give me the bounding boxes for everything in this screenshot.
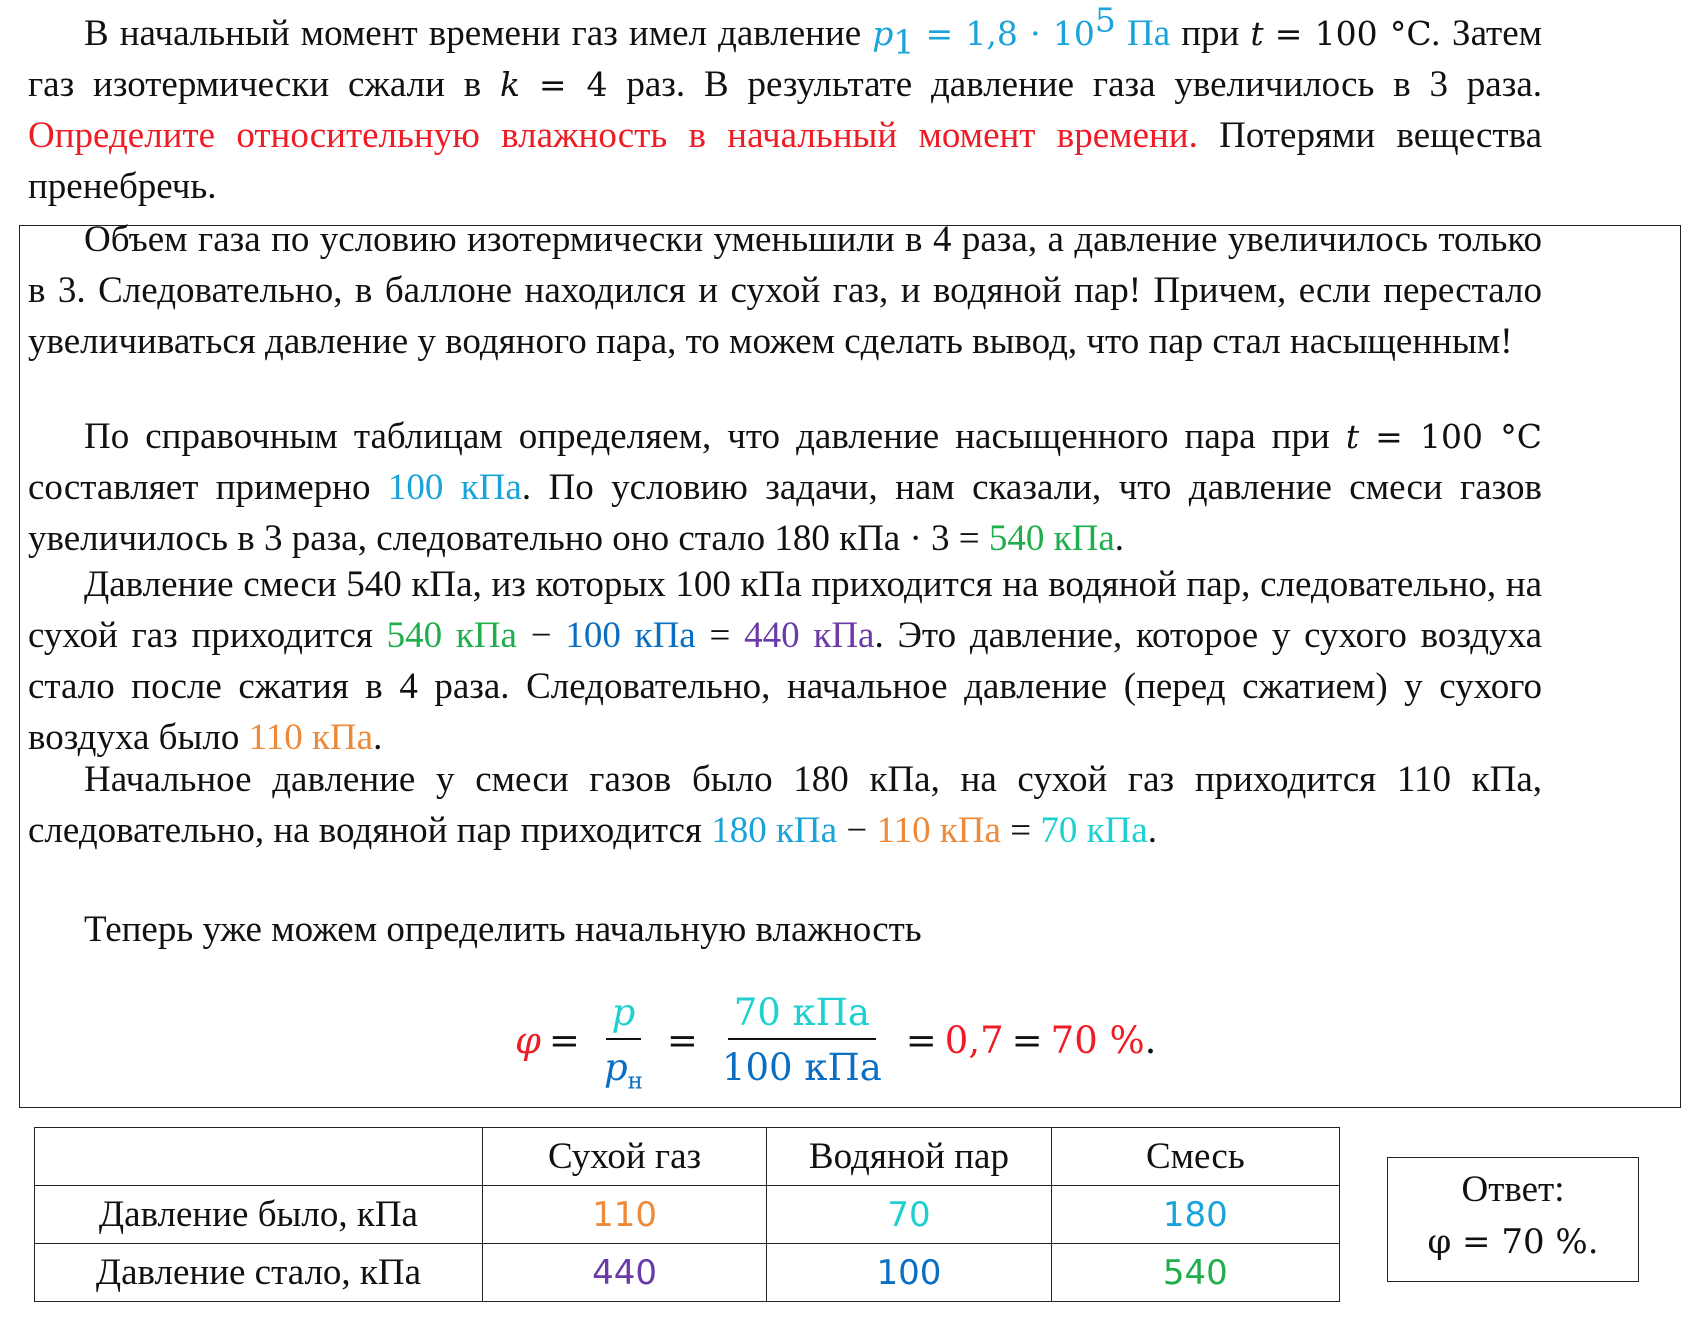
term-mix-initial: 180 кПа: [711, 810, 838, 851]
problem-question: Определите относительную влажность в начальный момент времени.: [28, 115, 1198, 156]
table-header: [35, 1128, 483, 1186]
numerator-value: 70 кПа: [728, 991, 876, 1040]
pressure-table: [34, 1127, 1340, 1302]
compression-factor: k = 4: [500, 65, 608, 104]
saturated-pressure: 100 кПа: [387, 467, 522, 508]
cell-vapor-initial: 70: [767, 1186, 1051, 1244]
answer-value: φ = 70 %.: [1427, 1222, 1599, 1262]
row-label: Давление стало, кПа: [35, 1244, 483, 1302]
problem-text-4: Потерями вещества пренебречь.: [28, 115, 1542, 207]
temperature-ref: t = 100 °C: [1345, 417, 1542, 456]
solution-paragraph-5: Теперь уже можем определить начальную влажность: [84, 909, 922, 950]
problem-text-2: Затем газ изотермически сжали в: [28, 13, 1543, 105]
problem-text-3: раз. В результате давление газа увеличилось в 3 раза.: [626, 64, 1543, 105]
result-percent: 70 %: [1050, 1018, 1145, 1062]
solution-paragraph-4: Начальное давление у смеси газов было 180 кПа, на сухой газ приходится 110 кПа, следовательно, на водяной пар приходится 180 кПа − 110 кПа = 70 кПа.: [28, 759, 1543, 851]
answer-title: Ответ:: [1461, 1169, 1565, 1210]
solution-paragraph-3: Давление смеси 540 кПа, из которых 100 кПа приходится на водяной пар, следовательно, на сухой газ приходится 540 кПа − 100 кПа = 440 кПа. Это давление, которое у сухого воздуха стало после сжатия в 4 раза. Следовательно, начальное давление (перед сжатием) у сухого воздуха было 110 кПа.: [28, 564, 1543, 758]
problem-statement: [28, 0, 1543, 212]
answer-box: [1387, 1157, 1639, 1282]
solution-paragraph-2: По справочным таблицам определяем, что давление насыщенного пара при t = 100 °C составляет примерно 100 кПа. По условию задачи, нам сказали, что давление смеси газов увеличилось в 3 раза, следовательно оно стало 180 кПа · 3 = 540 кПа.: [28, 416, 1543, 559]
row-label: Давление было, кПа: [35, 1186, 483, 1244]
saturated-pressure-symbol: $p_н$: [603, 1046, 643, 1095]
mix-final-pressure: 540 кПа: [988, 518, 1115, 559]
cell-dry-initial: 110: [482, 1186, 766, 1244]
cell-vapor-final: 100: [767, 1244, 1051, 1302]
table-header: Смесь: [1051, 1128, 1339, 1186]
term-dry-final: 440 кПа: [744, 615, 875, 656]
humidity-formula: φ = $\frac{p}{p_н}$ = $\frac{\text{70 кПа}}{\text{100 кПа}}$ = 0,7 = 70 % .: [515, 991, 1157, 1095]
initial-pressure: $p_1 = 1,8 \cdot 10^5$ Па: [872, 0, 1171, 62]
dry-initial-pressure: 110 кПа: [248, 717, 374, 758]
solution-paragraph-1: Объем газа по условию изотермически уменьшили в 4 раза, а давление увеличилось только в 3. Следовательно, в баллоне находился и сухой газ, и водяной пар! Причем, если перестало увеличиваться давление у водяного пара, то можем сделать вывод, что пар стал насыщенным!: [28, 219, 1542, 362]
fraction-numeric: [716, 991, 888, 1089]
phi-symbol: φ: [515, 1018, 541, 1062]
table-row: [35, 1244, 1340, 1302]
term-vapor-final: 100 кПа: [565, 615, 696, 656]
cell-mix-initial: 180: [1051, 1186, 1339, 1244]
term-dry-initial: 110 кПа: [876, 810, 1001, 851]
table-header-row: [35, 1128, 1340, 1186]
result-ratio: 0,7: [944, 1018, 1004, 1062]
temp-prefix: при: [1181, 13, 1240, 54]
problem-intro: В начальный момент времени газ имел давление: [84, 13, 862, 54]
mix-calc: 180 кПа · 3 =: [774, 518, 980, 559]
table-header: Водяной пар: [767, 1128, 1051, 1186]
table-row: [35, 1186, 1340, 1244]
cell-dry-final: 440: [482, 1244, 766, 1302]
cell-mix-final: 540: [1051, 1244, 1339, 1302]
fraction-symbolic: [598, 991, 649, 1095]
term-mix-final: 540 кПа: [386, 615, 517, 656]
term-vapor-initial: 70 кПа: [1040, 810, 1148, 851]
temperature: t = 100 °C.: [1250, 14, 1441, 53]
vapor-pressure-symbol: p: [606, 991, 642, 1040]
table-header: Сухой газ: [482, 1128, 766, 1186]
denominator-value: 100 кПа: [721, 1046, 882, 1089]
